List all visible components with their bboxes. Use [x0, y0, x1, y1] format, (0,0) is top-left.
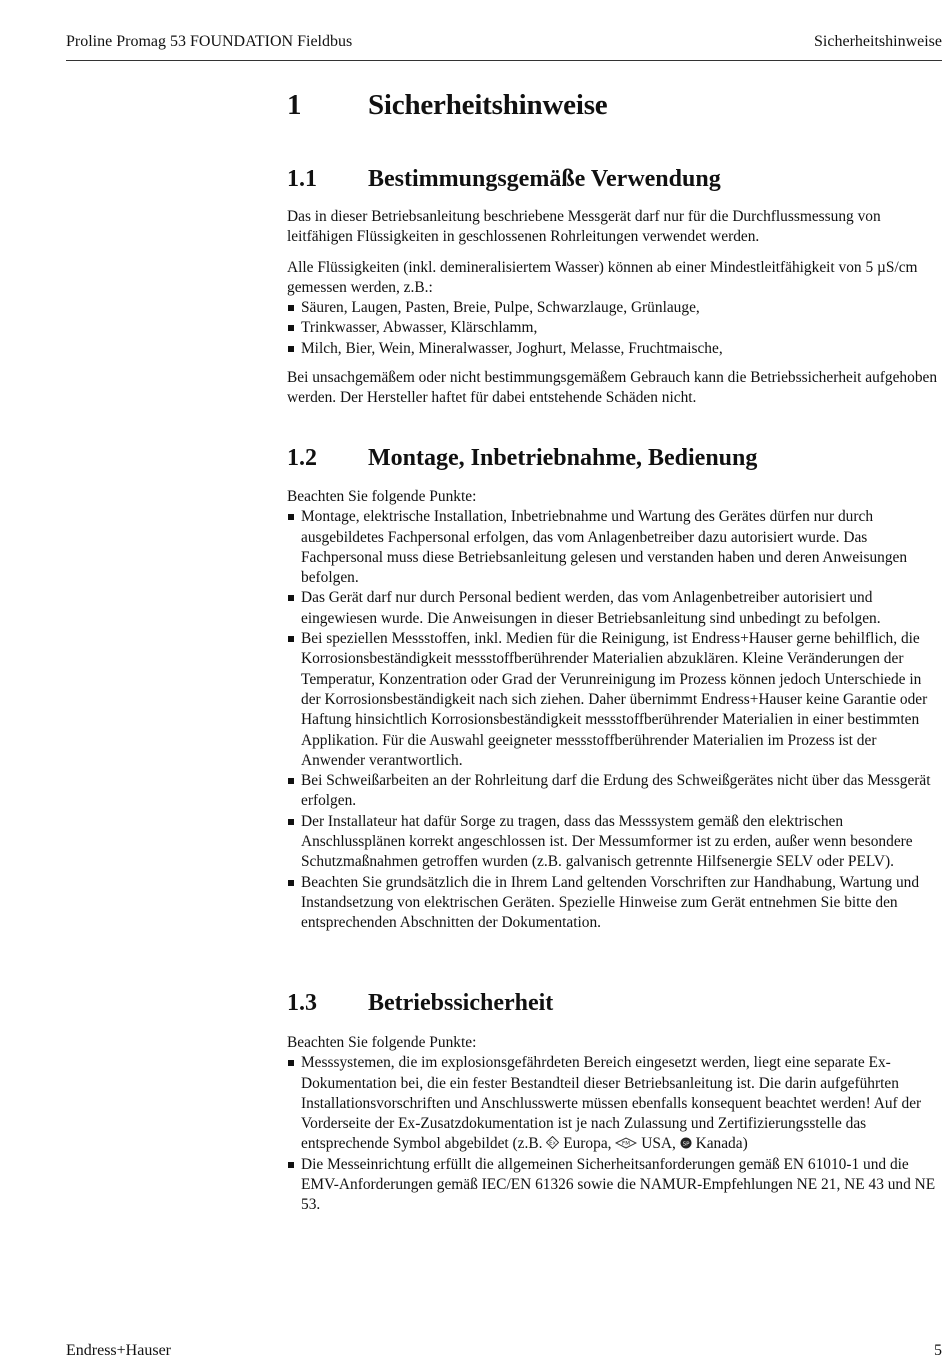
csa-approval-icon — [680, 1137, 692, 1149]
section-title: Bestimmungsgemäße Verwendung — [368, 166, 721, 192]
section-title: Montage, Inbetriebnahme, Bedienung — [368, 445, 758, 471]
svg-text:SP: SP — [682, 1141, 690, 1148]
section-number: 1.3 — [287, 990, 317, 1016]
section-heading-1-1 — [287, 166, 721, 192]
section-number: 1.1 — [287, 166, 317, 192]
chapter-heading — [287, 89, 608, 121]
bullet-list — [287, 1053, 942, 1215]
section-heading-1-3 — [287, 990, 554, 1016]
list-item: Das Gerät darf nur durch Personal bedient werden, das vom Anlagenbetreiber autorisiert und eingewiesen wurde. Die Anweisungen in dieser Betriebsanleitung sind unbedingt zu befolgen. — [287, 588, 942, 629]
bullet-icon — [288, 1162, 294, 1168]
svg-text:FM: FM — [622, 1141, 631, 1148]
bullet-icon — [288, 1060, 294, 1066]
bullet-icon — [288, 325, 294, 331]
list-item: Milch, Bier, Wein, Mineralwasser, Joghurt, Melasse, Fruchtmaische, — [287, 339, 942, 359]
running-header-title: Proline Promag 53 FOUNDATION Fieldbus — [66, 33, 353, 50]
list-item: Messsystemen, die im explosionsgefährdeten Bereich eingesetzt werden, liegt eine separate Ex-Dokumentation bei, die ein fester Bestandteil dieser Betriebsanleitung ist. Die darin aufgeführten Installationsvorschriften und Anschlusswerte müssen ebenfalls konsequent beachtet werden! Auf der Vorderseite der Ex-Zusatzdokumentation ist je nach Zulassung und Zertifizierungsstelle das entsprechende Symbol abgebildet (z.B. Ex Europa, FM USA, SP Kanada) — [287, 1053, 942, 1154]
footer-brand: Endress+Hauser — [66, 1342, 171, 1359]
paragraph: Alle Flüssigkeiten (inkl. demineralisiertem Wasser) können ab einer Mindestleitfähigkeit von 5 µS/cm gemessen werden, z.B.: — [287, 258, 918, 296]
chapter-number: 1 — [287, 89, 302, 121]
bullet-icon — [288, 778, 294, 784]
section-1-2-body — [287, 487, 942, 934]
running-header-section: Sicherheitshinweise — [814, 33, 942, 50]
paragraph: Das in dieser Betriebsanleitung beschriebene Messgerät darf nur für die Durchflussmessung von leitfähigen Flüssigkeiten in geschlossenen Rohrleitungen verwendet werden. — [287, 208, 881, 246]
section-1-3-body — [287, 1033, 942, 1216]
list-item: Die Messeinrichtung erfüllt die allgemeinen Sicherheitsanforderungen gemäß EN 61010-1 und die EMV-Anforderungen gemäß IEC/EN 61326 sowie die NAMUR-Empfehlungen NE 21, NE 43 und NE 53. — [287, 1155, 942, 1216]
ex-atex-icon — [546, 1136, 559, 1149]
svg-text:Ex: Ex — [549, 1141, 557, 1148]
list-item: Säuren, Laugen, Pasten, Breie, Pulpe, Schwarzlauge, Grünlauge, — [287, 298, 942, 318]
bullet-icon — [288, 514, 294, 520]
bullet-icon — [288, 595, 294, 601]
list-item: Montage, elektrische Installation, Inbetriebnahme und Wartung des Gerätes dürfen nur durch ausgebildetes Fachpersonal erfolgen, das vom Anlagenbetreiber dazu autorisiert wurde. Das Fachpersonal muss diese Betriebsanleitung gelesen und verstanden haben und deren Anweisungen befolgen. — [287, 507, 942, 588]
section-heading-1-2 — [287, 445, 758, 471]
section-number: 1.2 — [287, 445, 317, 471]
paragraph: Bei unsachgemäßem oder nicht bestimmungsgemäßem Gebrauch kann die Betriebssicherheit aufgehoben werden. Der Hersteller haftet für dabei entstehende Schäden nicht. — [287, 369, 938, 407]
section-title: Betriebssicherheit — [368, 990, 554, 1016]
paragraph: Beachten Sie folgende Punkte: — [287, 1034, 477, 1051]
bullet-icon — [288, 346, 294, 352]
bullet-list — [287, 298, 942, 359]
bullet-icon — [288, 636, 294, 642]
fm-approval-icon — [615, 1137, 637, 1149]
bullet-list — [287, 507, 942, 933]
list-item: Bei Schweißarbeiten an der Rohrleitung darf die Erdung des Schweißgerätes nicht über das Messgerät erfolgen. — [287, 771, 942, 812]
paragraph: Beachten Sie folgende Punkte: — [287, 488, 477, 505]
chapter-title: Sicherheitshinweise — [368, 89, 608, 121]
page-number: 5 — [934, 1342, 942, 1359]
header-divider — [66, 60, 942, 61]
list-item: Beachten Sie grundsätzlich die in Ihrem Land geltenden Vorschriften zur Handhabung, Wartung und Instandsetzung von elektrischen Geräten. Spezielle Hinweise zum Gerät entnehmen Sie bitte den entsprechenden Abschnitten der Dokumentation. — [287, 873, 942, 934]
bullet-icon — [288, 880, 294, 886]
bullet-icon — [288, 305, 294, 311]
bullet-icon — [288, 819, 294, 825]
section-1-1-body — [287, 207, 942, 409]
list-item: Der Installateur hat dafür Sorge zu tragen, dass das Messsystem gemäß den elektrischen Anschlussplänen korrekt angeschlossen ist. Der Messumformer ist zu erden, außer wenn besondere Schutzmaßnahmen getroffen wurden (z.B. galvanisch getrennte Hilfsenergie SELV oder PELV). — [287, 812, 942, 873]
list-item: Trinkwasser, Abwasser, Klärschlamm, — [287, 318, 942, 338]
list-item: Bei speziellen Messstoffen, inkl. Medien für die Reinigung, ist Endress+Hauser gerne behilflich, die Korrosionsbeständigkeit messstoffberührender Materialien abzuklären. Kleine Veränderungen der Temperatur, Konzentration oder Grad der Verunreinigung im Prozess können jedoch Unterschiede in der Korrosionsbeständigkeit nach sich ziehen. Daher übernimmt Endress+Hauser keine Garantie oder Haftung hinsichtlich Korrosionsbeständigkeit messstoffberührender Materialien in einer bestimmten Applikation. Für die Auswahl geeigneter messstoffberührender Materialien im Prozess ist der Anwender verantwortlich. — [287, 629, 942, 771]
